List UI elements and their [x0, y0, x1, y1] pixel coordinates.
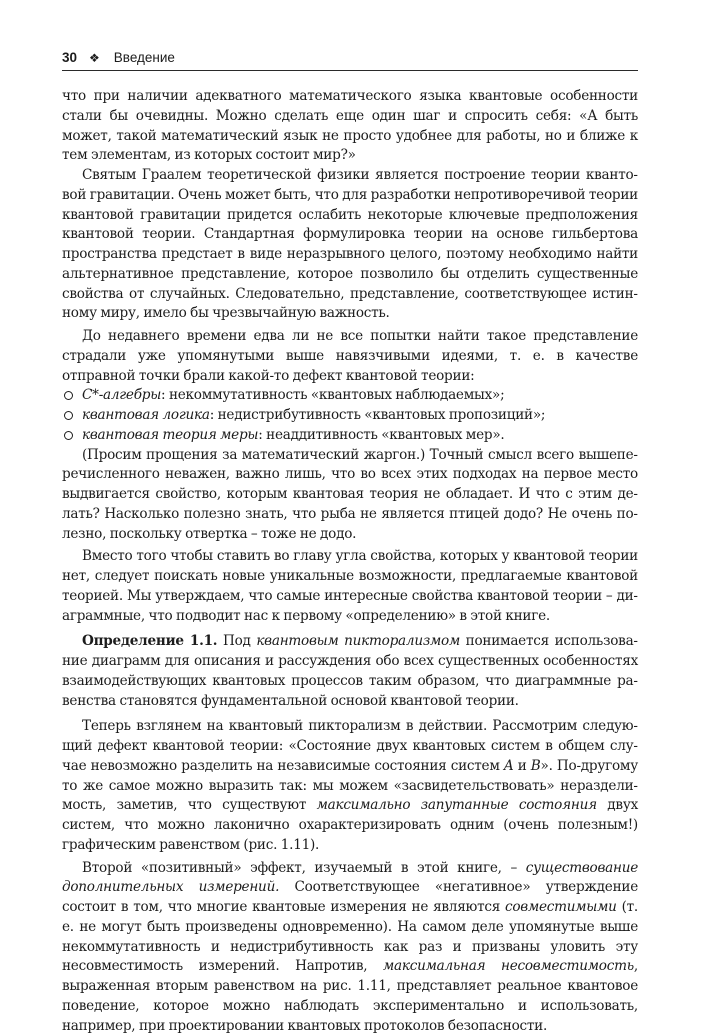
list-item: C*-алгебры: некоммутативность «квантовых наблюдаемых»;	[62, 386, 638, 406]
section-title: Введение	[114, 50, 175, 65]
bullet-circle-icon	[64, 391, 73, 400]
ornament-icon: ❖	[89, 50, 100, 66]
page-number: 30	[62, 50, 77, 65]
list-item: квантовая логика: недистрибутивность «квантовых пропозиций»;	[62, 406, 638, 426]
page-body	[62, 87, 638, 1036]
definition-label: Определение 1.1.	[82, 633, 217, 649]
bullet-circle-icon	[64, 431, 73, 440]
paragraph-3: До недавнего времени едва ли не все попытки найти такое представление страдали уже упомянутыми выше навязчивыми идеями, т. е. в качестве отправной точки брали какой-то дефект квантовой теории:	[62, 327, 638, 386]
paragraph-4: (Просим прощения за математический жаргон.) Точный смысл всего вышеперечисленного неважен, важно лишь, что во всех этих подходах на первое место выдвигается свойство, которым квантовая теория не обладает. И что с этим делать? Насколько полезно знать, что рыба не является птицей додо? Не очень полезно, поскольку отвертка – тоже не додо.	[62, 446, 638, 545]
running-header	[62, 50, 638, 71]
paragraph-8: Второй «позитивный» эффект, изучаемый в этой книге, – существование дополнительных измерений. Соответствующее «негативное» утверждение состоит в том, что многие квантовые измерения не являются совместимыми (т. е. не могут быть произведены одновременно). На самом деле упомянутые выше некоммутативность и недистрибутивность как раз и призваны уловить эту несовместимость измерений. Напротив, максимальная несовместимость, выраженная вторым равенством на рис. 1.11, представляет реальное квантовое поведение, которое можно наблюдать экспериментально и использовать, например, при проектировании квантовых протоколов безопасности.	[62, 859, 638, 1036]
paragraph-5: Вместо того чтобы ставить во главу угла свойства, которых у квантовой теории нет, следует поискать новые уникальные возможности, предлагаемые квантовой теорией. Мы утверждаем, что самые интересные свойства квантовой теории – диаграммные, что подводит нас к первому «определению» в этой книге.	[62, 547, 638, 626]
bullet-circle-icon	[64, 411, 73, 420]
paragraph-2: Святым Граалем теоретической физики является построение теории квантовой гравитации. Очень может быть, что для разработки непротиворечивой теории квантовой гравитации придется ослабить некоторые ключевые предположения квантовой теории. Стандартная формулировка теории на основе гильбертова пространства предстает в виде неразрывного целого, поэтому необходимо найти альтернативное представление, которое позволило бы отделить существенные свойства от случайных. Следовательно, представление, соответствующее истинному миру, имело бы чрезвычайную важность.	[62, 166, 638, 324]
definition-1-1: Определение 1.1. Под квантовым пикторализмом понимается использование диаграмм для описания и рассуждения обо всех существенных особенностях взаимодействующих квантовых процессов таким образом, что диаграммные равенства становятся фундаментальной основой квантовой теории.	[62, 632, 638, 711]
paragraph-1: что при наличии адекватного математического языка квантовые особенности стали бы очевидны. Можно сделать еще один шаг и спросить себя: «А быть может, такой математический язык не просто удобнее для работы, но и ближе к тем элементам, из которых состоит мир?»	[62, 87, 638, 166]
defect-list	[62, 386, 638, 445]
paragraph-7: Теперь взглянем на квантовый пикторализм в действии. Рассмотрим следующий дефект квантовой теории: «Состояние двух квантовых систем в общем случае невозможно разделить на независимые состояния систем A и B». По-другому то же самое можно выразить так: мы можем «засвидетельствовать» неразделимость, заметив, что существуют максимально запутанные состояния двух систем, что можно лаконично охарактеризировать одним (очень полезным!) графическим равенством (рис. 1.11).	[62, 717, 638, 855]
list-item: квантовая теория меры: неаддитивность «квантовых мер».	[62, 426, 638, 446]
